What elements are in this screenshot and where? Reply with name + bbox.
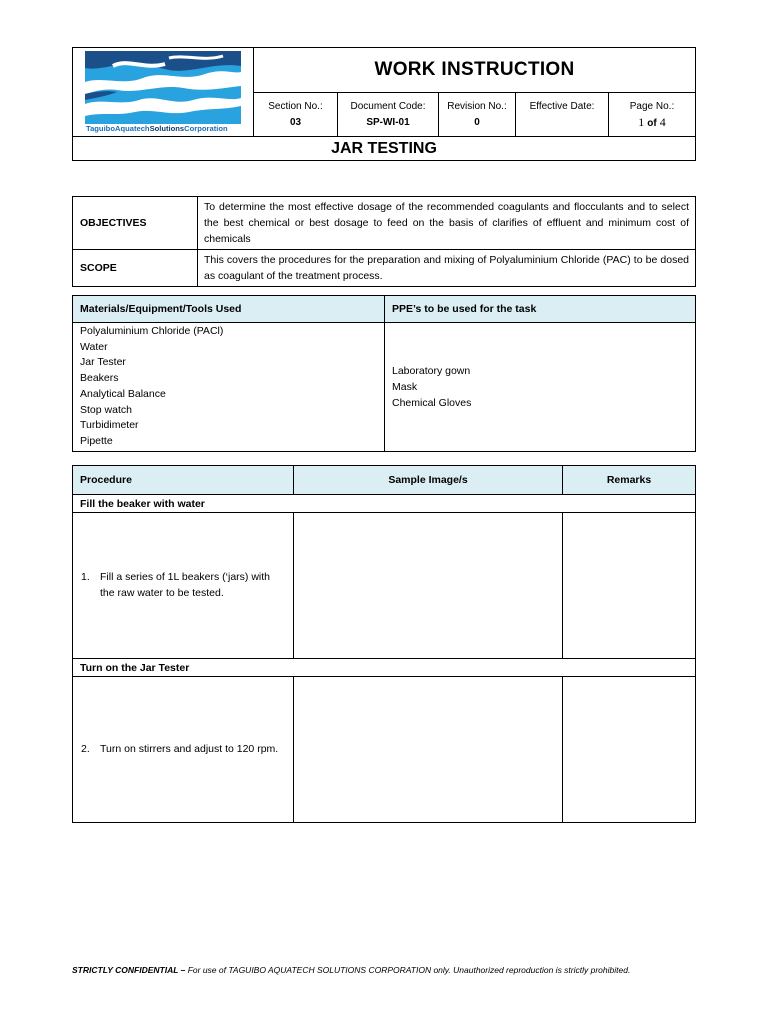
- list-item: Water: [80, 340, 108, 353]
- list-item: Chemical Gloves: [392, 396, 472, 409]
- scope-row: [73, 250, 696, 287]
- confidentiality-footer: STRICTLY CONFIDENTIAL – For use of TAGUIBO AQUATECH SOLUTIONS CORPORATION only. Unauthorized reproduction is strictly prohibited.: [72, 965, 631, 975]
- table-row: [73, 677, 696, 823]
- ppe-header: PPE’s to be used for the task: [385, 296, 696, 323]
- list-item: Jar Tester: [80, 356, 126, 369]
- document-code-label: Document Code:: [350, 101, 426, 112]
- list-item: Mask: [392, 380, 418, 393]
- step-text: Turn on stirrers and adjust to 120 rpm.: [100, 742, 279, 755]
- document-title: WORK INSTRUCTION: [254, 48, 695, 93]
- procedure-section-title: Fill the beaker with water: [73, 495, 696, 513]
- materials-header: Materials/Equipment/Tools Used: [73, 296, 385, 323]
- page-number-label: Page No.:: [629, 101, 675, 112]
- procedure-header: Procedure: [73, 466, 294, 495]
- sample-image-cell: [294, 513, 563, 659]
- list-item: Laboratory gown: [392, 364, 471, 377]
- revision-number-cell: [439, 93, 516, 136]
- document-code-value: SP-WI-01: [366, 117, 410, 128]
- company-logo: [73, 48, 254, 136]
- procedure-step: [73, 513, 294, 659]
- effective-date-label: Effective Date:: [529, 101, 595, 112]
- objectives-row: [73, 197, 696, 250]
- list-item: Analytical Balance: [80, 387, 166, 400]
- list-item: Polyaluminium Chloride (PACl): [80, 325, 224, 337]
- revision-label: Revision No.:: [447, 101, 507, 112]
- effective-date-cell: [516, 93, 609, 136]
- scope-label: SCOPE: [73, 250, 198, 287]
- remarks-header: Remarks: [563, 466, 696, 495]
- logo-wordmark: TaguiboAquatechSolutionsCorporation: [86, 124, 228, 133]
- procedure-table: [72, 465, 696, 823]
- procedure-step: [73, 677, 294, 823]
- list-item: Stop watch: [80, 403, 132, 416]
- objectives-text: To determine the most effective dosage of the recommended coagulants and flocculants and to select the best chemical or best dosage to feed on the basis of clarifies of effluent and minimum cost of chemicals: [198, 197, 696, 250]
- objectives-scope-table: [72, 196, 696, 287]
- step-number: 2.: [81, 742, 90, 755]
- materials-ppe-table: [72, 295, 696, 452]
- revision-value: 0: [474, 117, 480, 128]
- logo-cell: [73, 48, 254, 136]
- list-item: Pipette: [80, 434, 113, 447]
- list-item: Beakers: [80, 372, 119, 385]
- document-subtitle: JAR TESTING: [73, 136, 695, 161]
- document-header: [72, 47, 696, 161]
- section-number-cell: [254, 93, 338, 136]
- table-row: [73, 513, 696, 659]
- ppe-list: [385, 323, 696, 452]
- sample-image-cell: [294, 677, 563, 823]
- document-code-cell: [338, 93, 439, 136]
- list-item: Turbidimeter: [80, 419, 139, 432]
- section-value: 03: [289, 117, 302, 128]
- scope-text: This covers the procedures for the preparation and mixing of Polyaluminium Chloride (PAC) to be dosed as coagulant of the treatment process.: [198, 250, 696, 287]
- page-number-value: 1 of 4: [638, 115, 666, 129]
- procedure-section-title: Turn on the Jar Tester: [73, 659, 696, 677]
- objectives-label: OBJECTIVES: [73, 197, 198, 250]
- remarks-cell: [563, 513, 696, 659]
- remarks-cell: [563, 677, 696, 823]
- step-text: Fill a series of 1L beakers (‘jars) with the raw water to be tested.: [100, 571, 270, 599]
- page-number-cell: [609, 93, 695, 136]
- document-meta-row: [254, 93, 695, 136]
- sample-image-header: Sample Image/s: [294, 466, 563, 495]
- step-number: 1.: [81, 571, 90, 583]
- section-label: Section No.:: [268, 101, 323, 112]
- materials-list: [73, 323, 385, 452]
